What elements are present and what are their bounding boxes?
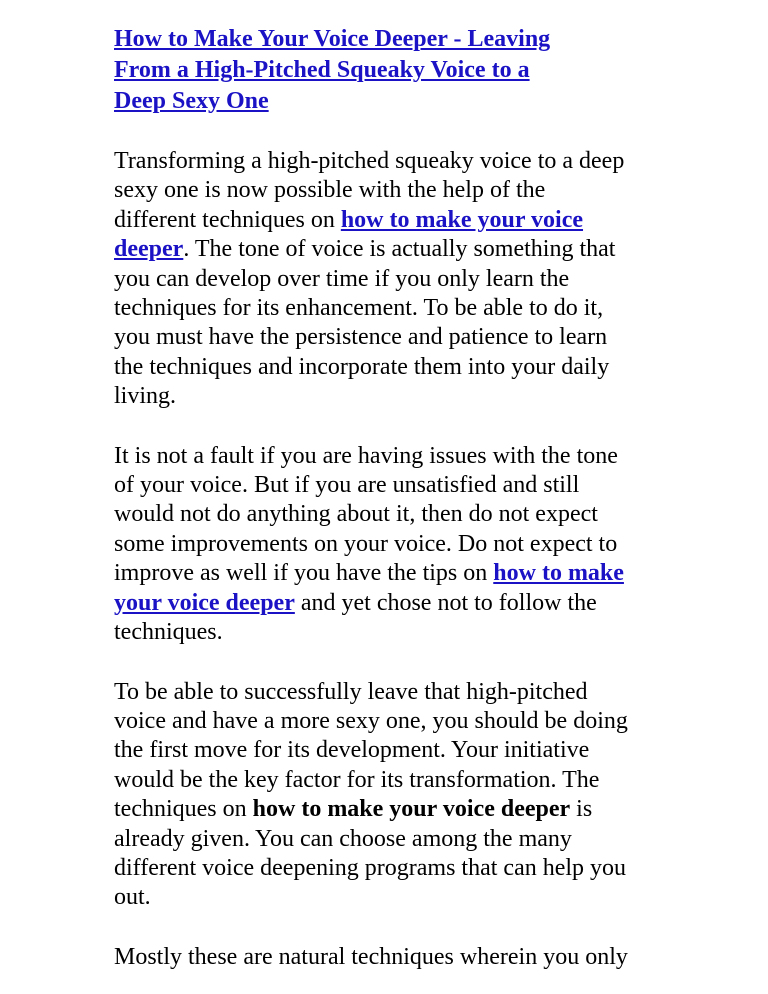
paragraph-line (114, 795, 662, 824)
paragraph-1 (114, 147, 662, 412)
how-to-make-voice-deeper-link[interactable]: how to make (493, 560, 624, 587)
paragraph-line: some improvements on your voice. Do not expect to (114, 530, 618, 557)
how-to-make-voice-deeper-link[interactable]: deeper (114, 236, 184, 263)
paragraph-text: different techniques on (114, 206, 341, 233)
paragraph-line: would be the key factor for its transformation. The (114, 766, 600, 793)
paragraph-line: techniques for its enhancement. To be able to do it, (114, 295, 604, 322)
paragraph-line: sexy one is now possible with the help of the (114, 177, 546, 204)
paragraph-line: already given. You can choose among the many (114, 825, 572, 852)
how-to-make-voice-deeper-link[interactable]: how to make your voice (340, 206, 584, 233)
paragraph-line (114, 559, 662, 588)
paragraph-line: voice and have a more sexy one, you should be doing (114, 707, 628, 734)
paragraph-text: is (570, 796, 593, 823)
paragraph-text: and yet chose not to follow the (294, 589, 597, 616)
paragraph-line: would not do anything about it, then do not expect (114, 501, 598, 528)
paragraph-line: It is not a fault if you are having issues with the tone (114, 442, 618, 469)
paragraph-3 (114, 678, 662, 913)
article-title[interactable] (114, 24, 662, 117)
paragraph-line (114, 206, 662, 235)
paragraph-line: you must have the persistence and patience to learn (114, 324, 608, 351)
paragraph-text: . The tone of voice is actually something that (183, 236, 616, 263)
paragraph-text: techniques on (114, 796, 253, 823)
title-line-1[interactable]: How to Make Your Voice Deeper - Leaving (114, 26, 551, 52)
bold-keyword: how to make your voice deeper (252, 796, 571, 823)
paragraph-line: the techniques and incorporate them into your daily (114, 353, 610, 380)
paragraph-2 (114, 442, 662, 648)
paragraph-line: out. (114, 884, 151, 911)
document-page (114, 24, 662, 972)
how-to-make-voice-deeper-link[interactable]: your voice deeper (114, 589, 295, 616)
paragraph-line: the first move for its development. Your initiative (114, 737, 590, 764)
paragraph-line: To be able to successfully leave that high-pitched (114, 678, 588, 705)
paragraph-line (114, 235, 662, 264)
paragraph-line: techniques. (114, 619, 223, 646)
paragraph-line: of your voice. But if you are unsatisfied and still (114, 472, 580, 499)
paragraph-line (114, 589, 662, 618)
paragraph-line: Transforming a high-pitched squeaky voice to a deep (114, 148, 625, 174)
paragraph-line: you can develop over time if you only learn the (114, 265, 570, 292)
title-line-3[interactable]: Deep Sexy One (114, 88, 269, 114)
paragraph-4 (114, 943, 662, 972)
paragraph-line: Mostly these are natural techniques wherein you only (114, 943, 628, 970)
paragraph-text: improve as well if you have the tips on (114, 560, 494, 587)
paragraph-line: different voice deepening programs that can help you (114, 854, 627, 881)
paragraph-line: living. (114, 383, 177, 410)
title-line-2[interactable]: From a High-Pitched Squeaky Voice to a (114, 57, 530, 83)
